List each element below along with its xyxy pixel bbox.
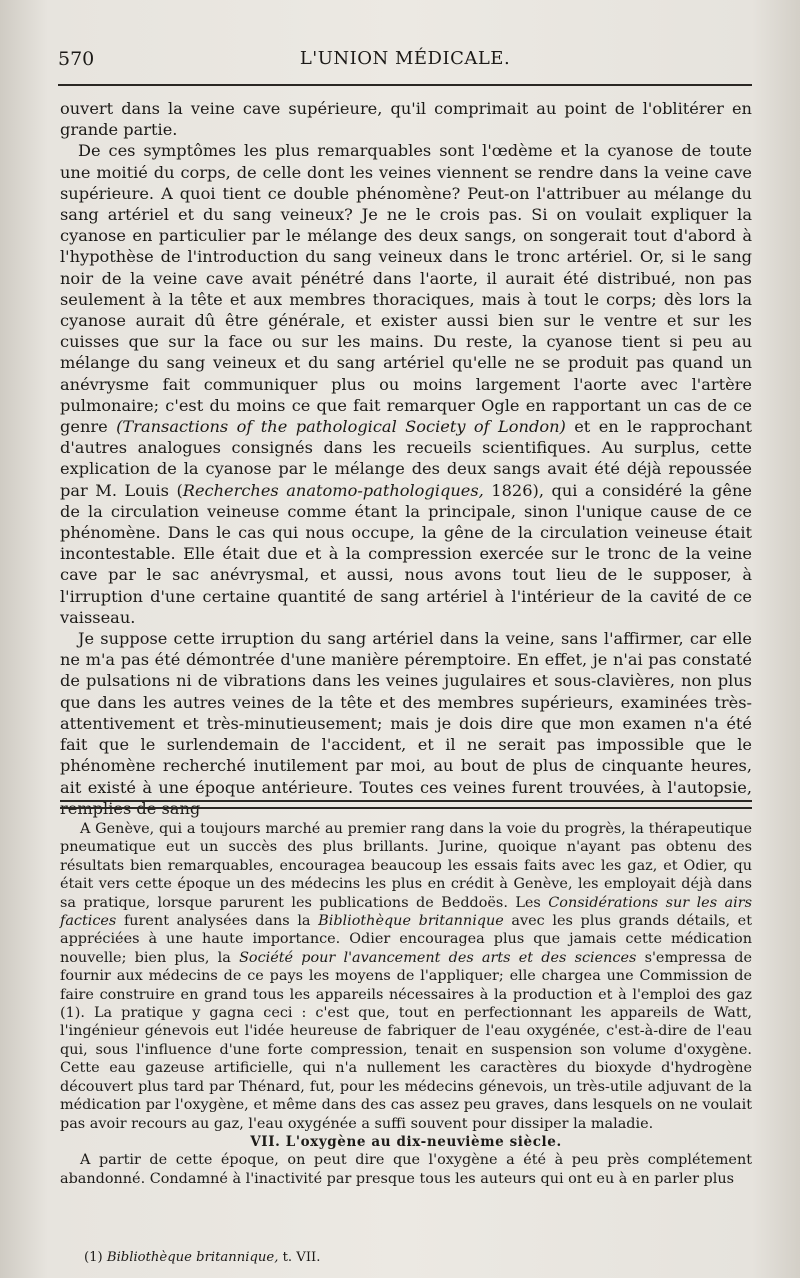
text-segment: 1826), qui a considéré la gêne de la circulation veineuse comme étant la principale, sinon l'unique cause de ce phénomène. Dans le cas qui nous occupe, la gêne de la circulation veineuse était incontestable. Elle était due et à la compression exercée sur le tronc de la veine cave par le sac anévrysmal, et aussi, nous avons tout lieu de le supposer, à l'irruption d'une certaine quantité de sang artériel à l'intérieur de la cavité de ce vaisseau. [60,480,752,627]
italic-title: Bibliothèque britannique [318,913,504,930]
paragraph: A partir de cette époque, on peut dire que l'oxygène a été à peu près complétement abandonné. Condamné à l'inactivité par presque tous les auteurs qui ont eu à en parler plus [60,1152,752,1187]
paragraph [60,98,752,140]
text-segment: avec les plus grands détails, et appréciées à une haute importance. Odier encouragea plus que jamais cette médication nouvelle; bien plus, la [60,913,752,966]
footnote [84,1250,320,1265]
italic-title: Considérations sur les airs factices [60,894,752,930]
page-header [58,48,752,76]
header-rule [58,84,752,86]
section-heading: VII. L'oxygène au dix-neuvième siècle. [250,1133,562,1150]
page-number: 570 [58,48,95,70]
text-segment: furent analysées dans la [116,913,319,930]
feuilleton-body [60,820,752,1188]
paragraph [60,628,752,819]
footnote-marker: (1) [84,1250,103,1265]
italic-citation: (Transactions of the pathological Society of London) [116,417,566,437]
footnote-title: Bibliothèque britannique, [106,1250,279,1265]
running-title: L'UNION MÉDICALE. [299,48,511,69]
main-article-body [60,98,752,819]
text-segment: Je suppose cette irruption du sang artériel dans la veine, sans l'affirmer, car elle ne m'a pas été démontrée d'une manière péremptoire. En effet, je n'ai pas constaté de pulsations ni de vibrations dans les veines jugulaires et sous-clavières, non plus que dans les autres veines de la tête et des membres supérieurs, examinées très-attentivement et très-minutieusement; mais je dois dire que mon examen n'a été fait que le surlendemain de l'accident, et il ne serait pas impossible que le phénomène recherché inutilement par moi, au bout de plus de cinquante heures, ait existé à une époque antérieure. Toutes ces veines furent trouvées, à l'autopsie, remplies de sang [60,629,752,818]
paragraph [60,140,752,628]
footnote-volume: t. VII. [282,1250,321,1265]
text-segment: s'empressa de fournir aux médecins de ce pays les moyens de l'appliquer; elle chargea une Commission de faire construire en grand tous les appareils nécessaires à la production et à l'emploi des gaz (1). La pratique y gagna ceci : c'est que, tout en perfectionnant les appareils de Watt, l'ingénieur génevois eut l'idée heureuse de fabriquer de l'eau oxygénée, c'est-à-dire de l'eau qui, sous l'influence d'une forte compression, tenait en suspension son volume d'oxygène. Cette eau gazeuse artificielle, qui n'a nullement les caractères du bioxyde d'hydrogène découvert plus tard par Thénard, fut, pour les médecins génevois, un très-utile adjuvant de la médication par l'oxygène, et même dans des cas assez peu graves, dans lesquels on ne voulait pas avoir recours au gaz, l'eau oxygénée a suffi souvent pour dissiper la maladie. [60,949,752,1132]
italic-title: Société pour l'avancement des arts et des sciences [239,949,637,966]
italic-citation: Recherches anatomo-pathologiques, [182,480,484,500]
paragraph [60,820,752,1133]
text-segment: A Genève, qui a toujours marché au premier rang dans la voie du progrès, la thérapeutique pneumatique eut un succès des plus brillants. Jurine, quoique n'ayant pas obtenu des résultats bien remarquables, encouragea beaucoup les essais faits avec les gaz, et Odier, qu était vers cette époque un des médecins les plus en crédit à Genève, les employait déjà dans sa pratique, lorsque parurent les publications de Beddoës. Les [60,821,752,911]
text-segment: De ces symptômes les plus remarquables sont l'œdème et la cyanose de toute une moitié du corps, de celle dont les veines viennent se rendre dans la veine cave supérieure. A quoi tient ce double phénomène? Peut-on l'attribuer au mélange du sang artériel et du sang veineux? Je ne le crois pas. Si on voulait expliquer la cyanose en particulier par le mélange des deux sangs, on songerait tout d'abord à l'hypothèse de l'introduction du sang veineux dans le tronc artériel. Or, si le sang noir de la veine cave avait pénétré dans l'aorte, il aurait été distribué, non pas seulement à la tête et aux membres thoraciques, mais à tout le corps; dès lors la cyanose aurait dû être générale, et exister aussi bien sur le ventre et sur les cuisses que sur la face ou sur les mains. Du reste, la cyanose tient si peu au mélange du sang veineux et du sang artériel qu'elle ne se produit pas quand un anévrysme fait communiquer plus ou moins largement l'aorte avec l'artère pulmonaire; c'est du moins ce que fait remarquer Ogle en rapportant un cas de ce genre [60,141,752,437]
feuilleton-separator-rule [60,800,752,809]
text-segment: ouvert dans la veine cave supérieure, qu'il comprimait au point de l'oblitérer en grande partie. [60,99,752,140]
text-segment: et en le rapprochant d'autres analogues consignés dans les recueils scientifiques. Au surplus, cette explication de la cyanose par le mélange des deux sangs avait été déjà repoussée par M. Louis ( [60,417,752,500]
